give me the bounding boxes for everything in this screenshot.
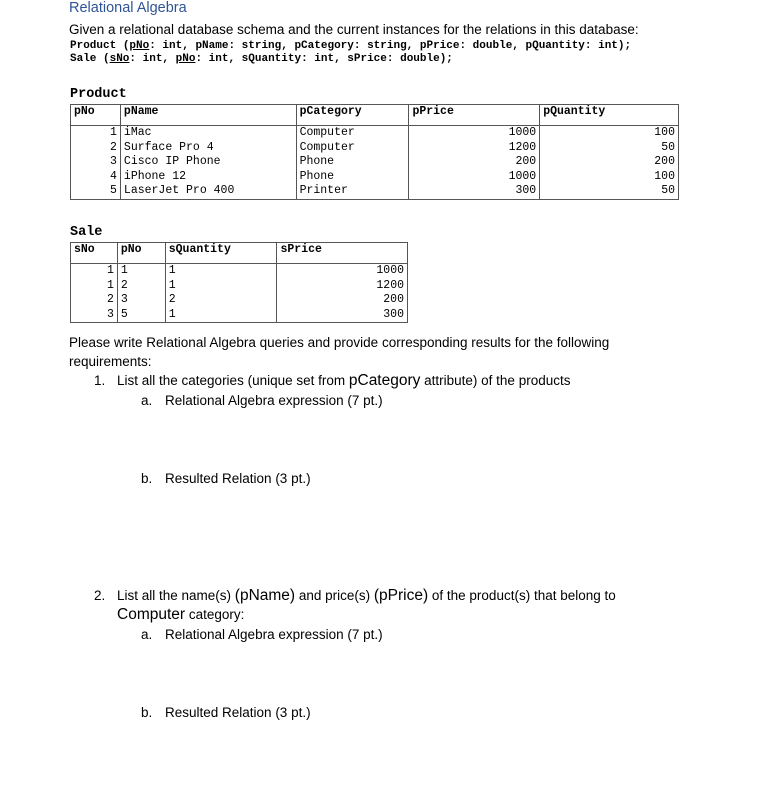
question-2: 2. List all the name(s) (pName) and price(s) (pPrice) of the product(s) that belong to <box>94 587 616 604</box>
table-row <box>71 279 408 294</box>
table-header-row <box>71 105 679 126</box>
table-row <box>71 184 679 199</box>
column-header: pName <box>120 105 296 126</box>
table-cell: LaserJet Pro 400 <box>120 184 296 199</box>
table-cell: 2 <box>71 293 118 308</box>
table-row <box>71 293 408 308</box>
question-1b: b. Resulted Relation (3 pt.) <box>141 471 311 486</box>
question-2b: b. Resulted Relation (3 pt.) <box>141 705 311 720</box>
table-cell: Cisco IP Phone <box>120 155 296 170</box>
table-cell: 200 <box>277 293 408 308</box>
table-cell: Computer <box>296 141 409 156</box>
attribute-name: (pName) <box>234 587 296 604</box>
sale-schema: Sale (sNo: int, pNo: int, sQuantity: int, sPrice: double); <box>70 53 453 65</box>
attribute-name: pCategory <box>348 372 421 389</box>
column-header: pCategory <box>296 105 409 126</box>
table-row <box>71 264 408 279</box>
intro-text: Given a relational database schema and the current instances for the relations in this database: <box>69 22 639 37</box>
table-cell: 300 <box>409 184 540 199</box>
table-cell: 3 <box>71 308 118 323</box>
column-header: pQuantity <box>540 105 679 126</box>
table-row <box>71 141 679 156</box>
product-table <box>70 104 679 200</box>
table-cell: 100 <box>540 170 679 185</box>
table-cell: 1000 <box>277 264 408 279</box>
table-cell: 1 <box>165 279 277 294</box>
table-cell: iPhone 12 <box>120 170 296 185</box>
question-1a: a. Relational Algebra expression (7 pt.) <box>141 393 383 408</box>
table-header-row <box>71 243 408 264</box>
question-number: 1. <box>94 373 106 388</box>
table-cell: 1200 <box>409 141 540 156</box>
table-cell: 1200 <box>277 279 408 294</box>
table-cell: iMac <box>120 126 296 141</box>
primary-key: pNo <box>129 40 150 52</box>
question-1: 1. List all the categories (unique set from pCategory attribute) of the products <box>94 372 571 389</box>
primary-key: pNo <box>175 53 196 65</box>
table-cell: Phone <box>296 155 409 170</box>
question-2-continued: Computer category: <box>117 606 245 623</box>
product-schema: Product (pNo: int, pName: string, pCategory: string, pPrice: double, pQuantity: int); <box>70 40 632 52</box>
page-title: Relational Algebra <box>69 0 187 16</box>
table-cell: 1 <box>71 264 118 279</box>
table-cell: 5 <box>117 308 165 323</box>
product-table-name: Product <box>70 87 127 102</box>
table-cell: 50 <box>540 184 679 199</box>
table-cell: Phone <box>296 170 409 185</box>
table-cell: Surface Pro 4 <box>120 141 296 156</box>
table-cell: 5 <box>71 184 121 199</box>
column-header: sNo <box>71 243 118 264</box>
table-cell: 200 <box>409 155 540 170</box>
table-row <box>71 170 679 185</box>
attribute-name: (pPrice) <box>373 587 429 604</box>
table-row <box>71 126 679 141</box>
table-cell: 3 <box>71 155 121 170</box>
category-value: Computer <box>117 606 186 623</box>
table-cell: 2 <box>165 293 277 308</box>
table-row <box>71 308 408 323</box>
schema-name: Product <box>70 40 117 52</box>
table-cell: 4 <box>71 170 121 185</box>
column-header: sPrice <box>277 243 408 264</box>
table-cell: Printer <box>296 184 409 199</box>
sale-table-name: Sale <box>70 225 103 240</box>
column-header: pPrice <box>409 105 540 126</box>
table-cell: 1000 <box>409 126 540 141</box>
table-cell: 50 <box>540 141 679 156</box>
table-cell: 2 <box>117 279 165 294</box>
table-cell: 200 <box>540 155 679 170</box>
table-cell: 1 <box>165 308 277 323</box>
question-2a: a. Relational Algebra expression (7 pt.) <box>141 627 383 642</box>
table-cell: 1 <box>71 126 121 141</box>
instructions: Please write Relational Algebra queries and provide corresponding results for the following requirements: <box>69 335 610 369</box>
table-cell: 3 <box>117 293 165 308</box>
table-cell: 300 <box>277 308 408 323</box>
table-cell: 2 <box>71 141 121 156</box>
table-cell: 100 <box>540 126 679 141</box>
schema-name: Sale <box>70 53 97 65</box>
column-header: sQuantity <box>165 243 277 264</box>
column-header: pNo <box>117 243 165 264</box>
column-header: pNo <box>71 105 121 126</box>
table-cell: 1 <box>117 264 165 279</box>
table-cell: 1 <box>71 279 118 294</box>
table-cell: 1000 <box>409 170 540 185</box>
table-cell: 1 <box>165 264 277 279</box>
sale-table <box>70 242 408 323</box>
question-number: 2. <box>94 588 106 603</box>
table-row <box>71 155 679 170</box>
table-cell: Computer <box>296 126 409 141</box>
primary-key: sNo <box>109 53 130 65</box>
